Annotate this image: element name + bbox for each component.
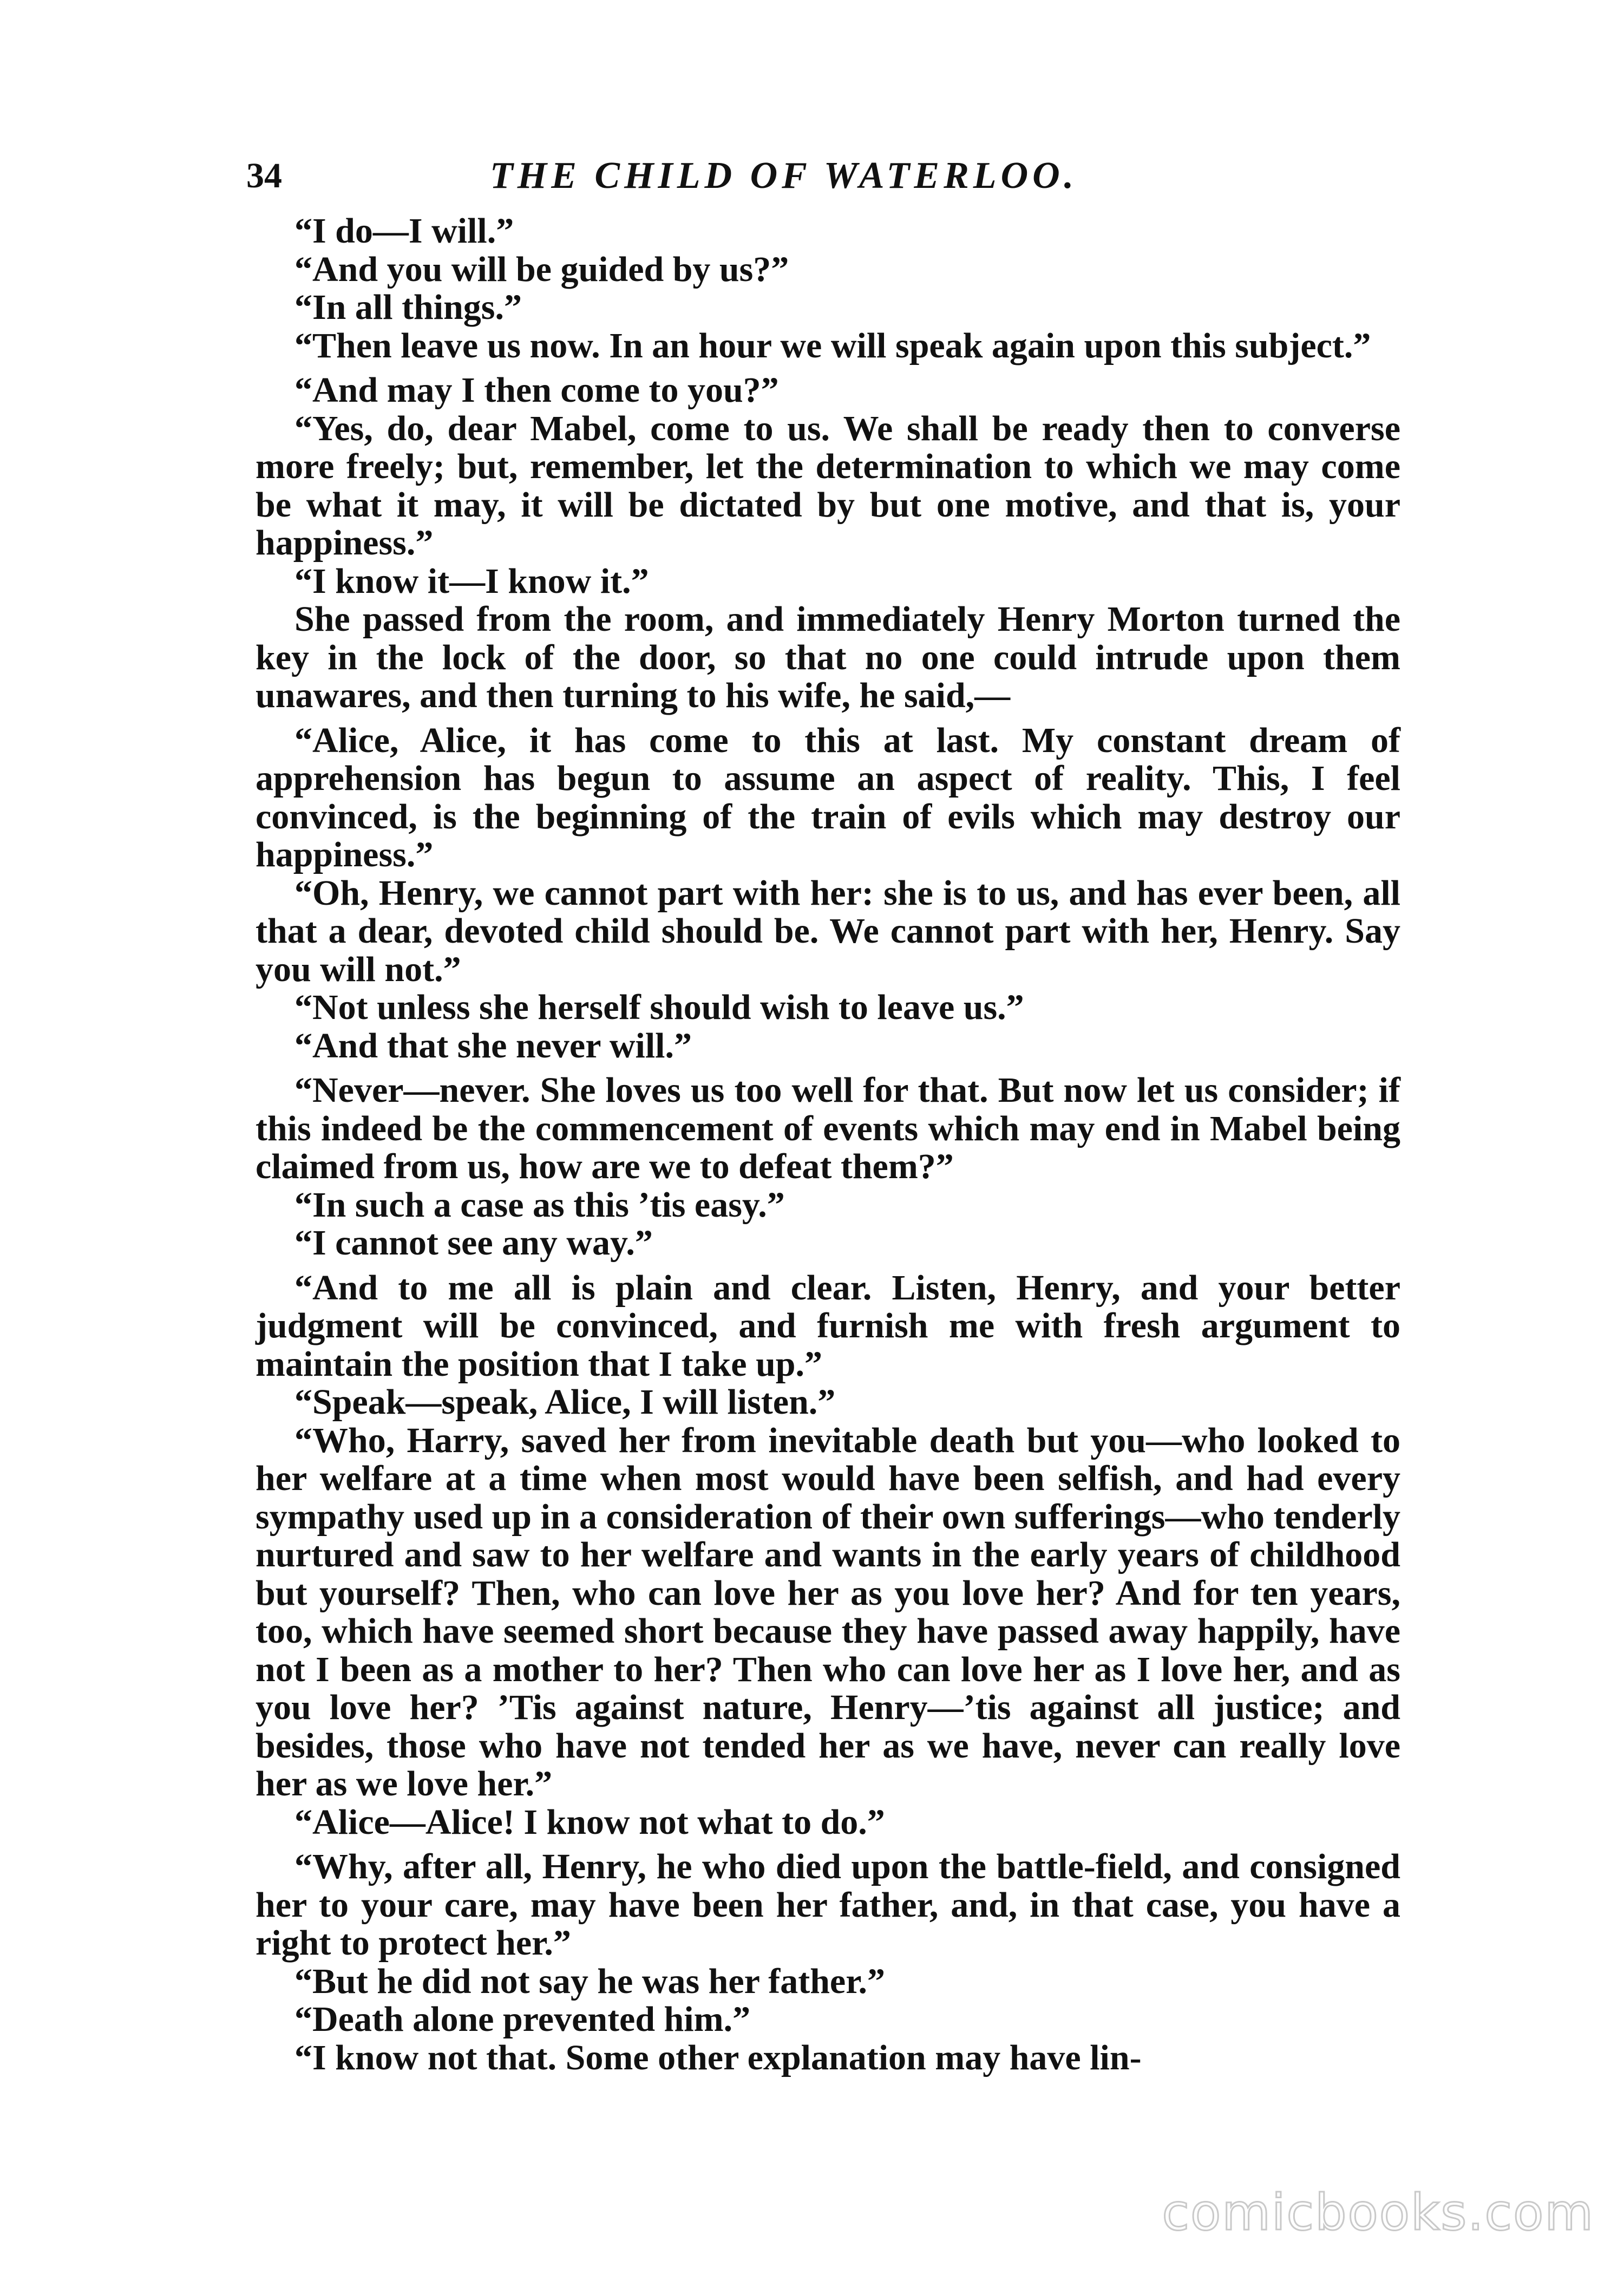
body-text — [256, 212, 1400, 2077]
paragraph: “And you will be guided by us?” — [294, 249, 789, 289]
page-number: 34 — [246, 156, 282, 195]
paragraph: “In such a case as this ’tis easy.” — [294, 1185, 785, 1225]
paragraph: “Death alone prevented him.” — [294, 1999, 751, 2039]
paragraph: “And to me all is plain and clear. Listen, Henry, and your better judgment will be convinced, and furnish me with fresh argument to maintain the position that I take up.” — [256, 1267, 1400, 1384]
paragraph: “I do—I will.” — [294, 211, 514, 251]
paragraph: “Not unless she herself should wish to leave us.” — [294, 988, 1024, 1027]
watermark: comicbooks.com — [1162, 2184, 1594, 2242]
paragraph: “Oh, Henry, we cannot part with her: she is to us, and has ever been, all that a dear, devoted child should be. We cannot part with her, Henry. Say you will not.” — [256, 873, 1400, 989]
paragraph: “Who, Harry, saved her from inevitable death but you—who looked to her welfare at a time when most would have been selfish, and had every sympathy used up in a consideration of their own sufferings—who tenderly nurtured and saw to her welfare and wants in the early years of childhood but yourself? Then, who can love her as you love her? And for ten years, too, which have seemed short because they have passed away happily, have not I been as a mother to her? Then who can love her as I love her, and as you love her? ’Tis against nature, Henry—’tis against all justice; and besides, those who have not tended her as we have, never can really love her as we love her.” — [256, 1420, 1400, 1803]
paragraph: “I know it—I know it.” — [294, 561, 649, 601]
running-title: THE CHILD OF WATERLOO. — [490, 155, 1078, 197]
paragraph: She passed from the room, and immediately Henry Morton turned the key in the lock of the door, so that no one could intrude upon them unawares, and then turning to his wife, he said,— — [256, 599, 1400, 715]
paragraph: “Speak—speak, Alice, I will listen.” — [294, 1382, 836, 1422]
paragraph: “Why, after all, Henry, he who died upon the battle-field, and consigned her to your care, may have been her father, and, in that case, you have a right to protect her.” — [256, 1847, 1400, 1963]
paragraph: “And may I then come to you?” — [294, 370, 779, 410]
paragraph: “I know not that. Some other explanation may have lin- — [294, 2037, 1142, 2077]
paragraph: “But he did not say he was her father.” — [294, 1961, 885, 2001]
paragraph: “Then leave us now. In an hour we will speak again upon this subject.” — [294, 325, 1371, 365]
paragraph: “Alice, Alice, it has come to this at last. My constant dream of apprehension has begun to assume an aspect of reality. This, I feel convinced, is the beginning of the train of evils which may destroy our happiness.” — [256, 720, 1400, 874]
paragraph: “Yes, do, dear Mabel, come to us. We shall be ready then to converse more freely; but, remember, let the determination to which we may come be what it may, it will be dictated by but one motive, and that is, your happiness.” — [256, 408, 1400, 563]
paragraph: “I cannot see any way.” — [294, 1223, 653, 1263]
paragraph: “In all things.” — [294, 287, 522, 327]
page-header — [246, 146, 1356, 206]
paragraph: “Never—never. She loves us too well for that. But now let us consider; if this indeed be the commencement of events which may end in Mabel being claimed from us, how are we to defeat them?” — [256, 1070, 1400, 1186]
paragraph: “And that she never will.” — [294, 1025, 692, 1066]
paragraph: “Alice—Alice! I know not what to do.” — [294, 1802, 885, 1842]
